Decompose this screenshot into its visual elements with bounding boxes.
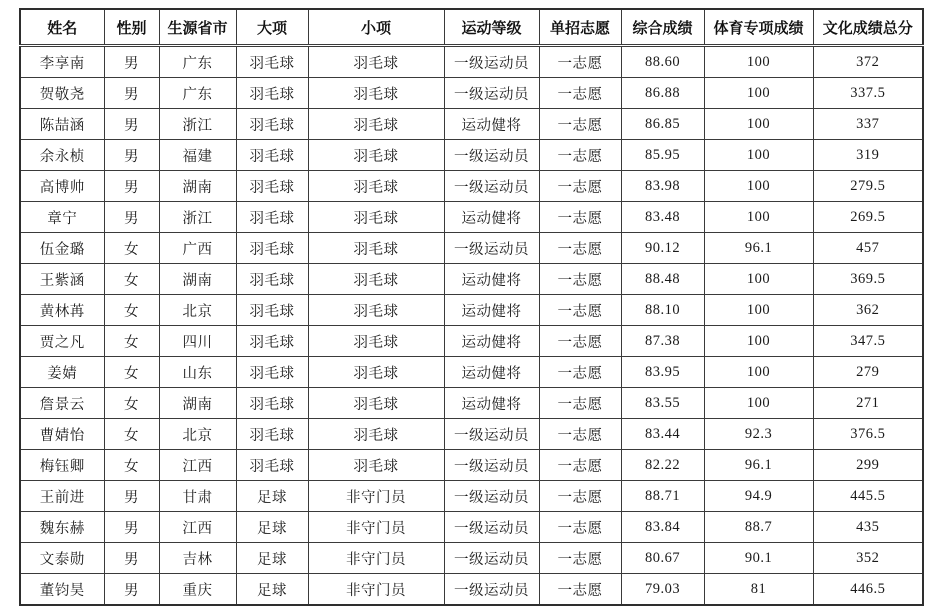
- table-cell: 羽毛球: [236, 233, 308, 264]
- table-cell: 369.5: [813, 264, 923, 295]
- table-cell: 广东: [159, 46, 236, 78]
- table-cell: 女: [104, 264, 159, 295]
- column-header: 大项: [236, 9, 308, 46]
- table-cell: 一志愿: [539, 357, 621, 388]
- table-cell: 羽毛球: [236, 388, 308, 419]
- table-cell: 445.5: [813, 481, 923, 512]
- table-cell: 435: [813, 512, 923, 543]
- table-cell: 337: [813, 109, 923, 140]
- column-header: 体育专项成绩: [704, 9, 813, 46]
- table-row: [20, 388, 923, 419]
- table-row: [20, 46, 923, 78]
- table-cell: 一志愿: [539, 264, 621, 295]
- table-cell: 羽毛球: [236, 140, 308, 171]
- table-cell: 一级运动员: [444, 233, 539, 264]
- table-row: [20, 357, 923, 388]
- table-cell: 江西: [159, 512, 236, 543]
- table-cell: 梅钰卿: [20, 450, 104, 481]
- table-cell: 一级运动员: [444, 543, 539, 574]
- table-cell: 王紫涵: [20, 264, 104, 295]
- table-header-row: [20, 9, 923, 46]
- table-cell: 非守门员: [308, 481, 444, 512]
- table-cell: 90.12: [621, 233, 704, 264]
- table-cell: 吉林: [159, 543, 236, 574]
- table-cell: 一志愿: [539, 46, 621, 78]
- table-cell: 羽毛球: [308, 295, 444, 326]
- table-cell: 男: [104, 140, 159, 171]
- column-header: 文化成绩总分: [813, 9, 923, 46]
- table-cell: 88.7: [704, 512, 813, 543]
- table-cell: 男: [104, 78, 159, 109]
- table-cell: 88.71: [621, 481, 704, 512]
- table-row: [20, 109, 923, 140]
- table-cell: 足球: [236, 512, 308, 543]
- table-cell: 四川: [159, 326, 236, 357]
- table-row: [20, 512, 923, 543]
- column-header: 运动等级: [444, 9, 539, 46]
- table-cell: 姜婧: [20, 357, 104, 388]
- table-cell: 279.5: [813, 171, 923, 202]
- table-cell: 李享南: [20, 46, 104, 78]
- column-header: 综合成绩: [621, 9, 704, 46]
- table-cell: 83.55: [621, 388, 704, 419]
- table-cell: 女: [104, 450, 159, 481]
- table-cell: 86.85: [621, 109, 704, 140]
- table-cell: 詹景云: [20, 388, 104, 419]
- table-cell: 279: [813, 357, 923, 388]
- table-cell: 章宁: [20, 202, 104, 233]
- table-cell: 女: [104, 388, 159, 419]
- table-cell: 王前进: [20, 481, 104, 512]
- table-cell: 魏东赫: [20, 512, 104, 543]
- table-cell: 非守门员: [308, 574, 444, 606]
- table-cell: 足球: [236, 574, 308, 606]
- table-cell: 男: [104, 109, 159, 140]
- table-row: [20, 326, 923, 357]
- athlete-score-table: [19, 8, 924, 606]
- table-cell: 94.9: [704, 481, 813, 512]
- table-cell: 湖南: [159, 264, 236, 295]
- table-cell: 足球: [236, 543, 308, 574]
- table-cell: 446.5: [813, 574, 923, 606]
- column-header: 单招志愿: [539, 9, 621, 46]
- table-cell: 100: [704, 78, 813, 109]
- table-cell: 曹婧怡: [20, 419, 104, 450]
- table-cell: 羽毛球: [236, 295, 308, 326]
- table-cell: 羽毛球: [308, 109, 444, 140]
- table-cell: 88.60: [621, 46, 704, 78]
- table-cell: 347.5: [813, 326, 923, 357]
- column-header: 生源省市: [159, 9, 236, 46]
- table-cell: 羽毛球: [308, 140, 444, 171]
- table-row: [20, 543, 923, 574]
- table-cell: 高博帅: [20, 171, 104, 202]
- table-cell: 浙江: [159, 109, 236, 140]
- table-cell: 88.10: [621, 295, 704, 326]
- column-header: 性别: [104, 9, 159, 46]
- table-cell: 非守门员: [308, 543, 444, 574]
- table-cell: 83.48: [621, 202, 704, 233]
- table-cell: 一志愿: [539, 543, 621, 574]
- table-cell: 女: [104, 357, 159, 388]
- table-cell: 羽毛球: [236, 171, 308, 202]
- table-row: [20, 419, 923, 450]
- table-cell: 299: [813, 450, 923, 481]
- table-cell: 广西: [159, 233, 236, 264]
- table-row: [20, 202, 923, 233]
- table-cell: 一志愿: [539, 388, 621, 419]
- table-cell: 一志愿: [539, 140, 621, 171]
- table-cell: 江西: [159, 450, 236, 481]
- table-cell: 男: [104, 574, 159, 606]
- table-cell: 一志愿: [539, 481, 621, 512]
- table-cell: 83.95: [621, 357, 704, 388]
- table-cell: 一志愿: [539, 295, 621, 326]
- table-cell: 余永桢: [20, 140, 104, 171]
- table-row: [20, 450, 923, 481]
- table-cell: 100: [704, 202, 813, 233]
- table-cell: 羽毛球: [308, 419, 444, 450]
- table-cell: 83.84: [621, 512, 704, 543]
- table-cell: 羽毛球: [236, 202, 308, 233]
- table-cell: 非守门员: [308, 512, 444, 543]
- table-cell: 运动健将: [444, 326, 539, 357]
- table-cell: 羽毛球: [236, 264, 308, 295]
- table-cell: 湖南: [159, 171, 236, 202]
- table-cell: 羽毛球: [308, 233, 444, 264]
- table-cell: 男: [104, 46, 159, 78]
- table-cell: 羽毛球: [236, 78, 308, 109]
- table-cell: 352: [813, 543, 923, 574]
- table-cell: 羽毛球: [308, 264, 444, 295]
- table-cell: 羽毛球: [308, 171, 444, 202]
- table-cell: 一志愿: [539, 233, 621, 264]
- table-cell: 87.38: [621, 326, 704, 357]
- table-cell: 伍金璐: [20, 233, 104, 264]
- column-header: 姓名: [20, 9, 104, 46]
- table-cell: 100: [704, 326, 813, 357]
- table-cell: 运动健将: [444, 109, 539, 140]
- table-cell: 羽毛球: [308, 46, 444, 78]
- table-cell: 董钧昊: [20, 574, 104, 606]
- table-cell: 100: [704, 388, 813, 419]
- table-cell: 羽毛球: [236, 419, 308, 450]
- table-cell: 100: [704, 357, 813, 388]
- table-cell: 一级运动员: [444, 512, 539, 543]
- table-cell: 福建: [159, 140, 236, 171]
- table-cell: 羽毛球: [236, 450, 308, 481]
- table-row: [20, 574, 923, 606]
- table-cell: 一志愿: [539, 450, 621, 481]
- table-cell: 96.1: [704, 233, 813, 264]
- table-cell: 100: [704, 264, 813, 295]
- table-cell: 黄林苒: [20, 295, 104, 326]
- table-cell: 羽毛球: [308, 388, 444, 419]
- table-cell: 269.5: [813, 202, 923, 233]
- table-cell: 90.1: [704, 543, 813, 574]
- table-cell: 重庆: [159, 574, 236, 606]
- table-row: [20, 264, 923, 295]
- table-cell: 羽毛球: [308, 202, 444, 233]
- table-cell: 85.95: [621, 140, 704, 171]
- table-cell: 贺敬尧: [20, 78, 104, 109]
- table-cell: 一级运动员: [444, 419, 539, 450]
- table-cell: 457: [813, 233, 923, 264]
- table-cell: 88.48: [621, 264, 704, 295]
- table-cell: 372: [813, 46, 923, 78]
- table-cell: 337.5: [813, 78, 923, 109]
- table-cell: 男: [104, 171, 159, 202]
- table-cell: 81: [704, 574, 813, 606]
- table-cell: 83.98: [621, 171, 704, 202]
- table-cell: 一志愿: [539, 109, 621, 140]
- table-cell: 运动健将: [444, 202, 539, 233]
- table-cell: 271: [813, 388, 923, 419]
- table-body: [20, 46, 923, 606]
- table-cell: 羽毛球: [236, 46, 308, 78]
- table-cell: 一级运动员: [444, 46, 539, 78]
- table-cell: 86.88: [621, 78, 704, 109]
- table-cell: 一级运动员: [444, 140, 539, 171]
- table-row: [20, 233, 923, 264]
- table-cell: 一志愿: [539, 202, 621, 233]
- table-cell: 羽毛球: [308, 326, 444, 357]
- table-cell: 男: [104, 202, 159, 233]
- table-cell: 一级运动员: [444, 574, 539, 606]
- table-cell: 一志愿: [539, 419, 621, 450]
- table-cell: 运动健将: [444, 295, 539, 326]
- table-cell: 女: [104, 326, 159, 357]
- table-cell: 湖南: [159, 388, 236, 419]
- table-row: [20, 481, 923, 512]
- table-cell: 男: [104, 543, 159, 574]
- table-cell: 运动健将: [444, 388, 539, 419]
- table-cell: 广东: [159, 78, 236, 109]
- table-cell: 319: [813, 140, 923, 171]
- table-cell: 一志愿: [539, 78, 621, 109]
- table-cell: 一志愿: [539, 512, 621, 543]
- header-row: [20, 9, 923, 46]
- table-cell: 北京: [159, 295, 236, 326]
- table-cell: 文泰勋: [20, 543, 104, 574]
- table-cell: 100: [704, 109, 813, 140]
- table-cell: 92.3: [704, 419, 813, 450]
- table-cell: 376.5: [813, 419, 923, 450]
- table-cell: 贾之凡: [20, 326, 104, 357]
- table-cell: 羽毛球: [308, 78, 444, 109]
- table-row: [20, 295, 923, 326]
- table-cell: 甘肃: [159, 481, 236, 512]
- table-row: [20, 140, 923, 171]
- table-row: [20, 171, 923, 202]
- table-cell: 100: [704, 46, 813, 78]
- table-cell: 79.03: [621, 574, 704, 606]
- table-cell: 女: [104, 419, 159, 450]
- table-cell: 男: [104, 481, 159, 512]
- table-cell: 一级运动员: [444, 78, 539, 109]
- table-cell: 女: [104, 295, 159, 326]
- table-cell: 运动健将: [444, 264, 539, 295]
- table-cell: 北京: [159, 419, 236, 450]
- table-cell: 100: [704, 295, 813, 326]
- table-cell: 浙江: [159, 202, 236, 233]
- table-cell: 陈喆涵: [20, 109, 104, 140]
- table-cell: 一志愿: [539, 326, 621, 357]
- table-cell: 山东: [159, 357, 236, 388]
- table-cell: 一级运动员: [444, 450, 539, 481]
- table-cell: 82.22: [621, 450, 704, 481]
- table-cell: 足球: [236, 481, 308, 512]
- table-cell: 羽毛球: [236, 326, 308, 357]
- table-cell: 362: [813, 295, 923, 326]
- table-cell: 一级运动员: [444, 481, 539, 512]
- table-cell: 羽毛球: [308, 450, 444, 481]
- table-cell: 男: [104, 512, 159, 543]
- table-cell: 100: [704, 171, 813, 202]
- table-cell: 80.67: [621, 543, 704, 574]
- table-cell: 一志愿: [539, 574, 621, 606]
- table-row: [20, 78, 923, 109]
- table-cell: 女: [104, 233, 159, 264]
- table-cell: 羽毛球: [308, 357, 444, 388]
- table-cell: 100: [704, 140, 813, 171]
- table-cell: 运动健将: [444, 357, 539, 388]
- table-cell: 羽毛球: [236, 109, 308, 140]
- table-cell: 96.1: [704, 450, 813, 481]
- column-header: 小项: [308, 9, 444, 46]
- table-cell: 羽毛球: [236, 357, 308, 388]
- table-cell: 一志愿: [539, 171, 621, 202]
- table-cell: 一级运动员: [444, 171, 539, 202]
- table-cell: 83.44: [621, 419, 704, 450]
